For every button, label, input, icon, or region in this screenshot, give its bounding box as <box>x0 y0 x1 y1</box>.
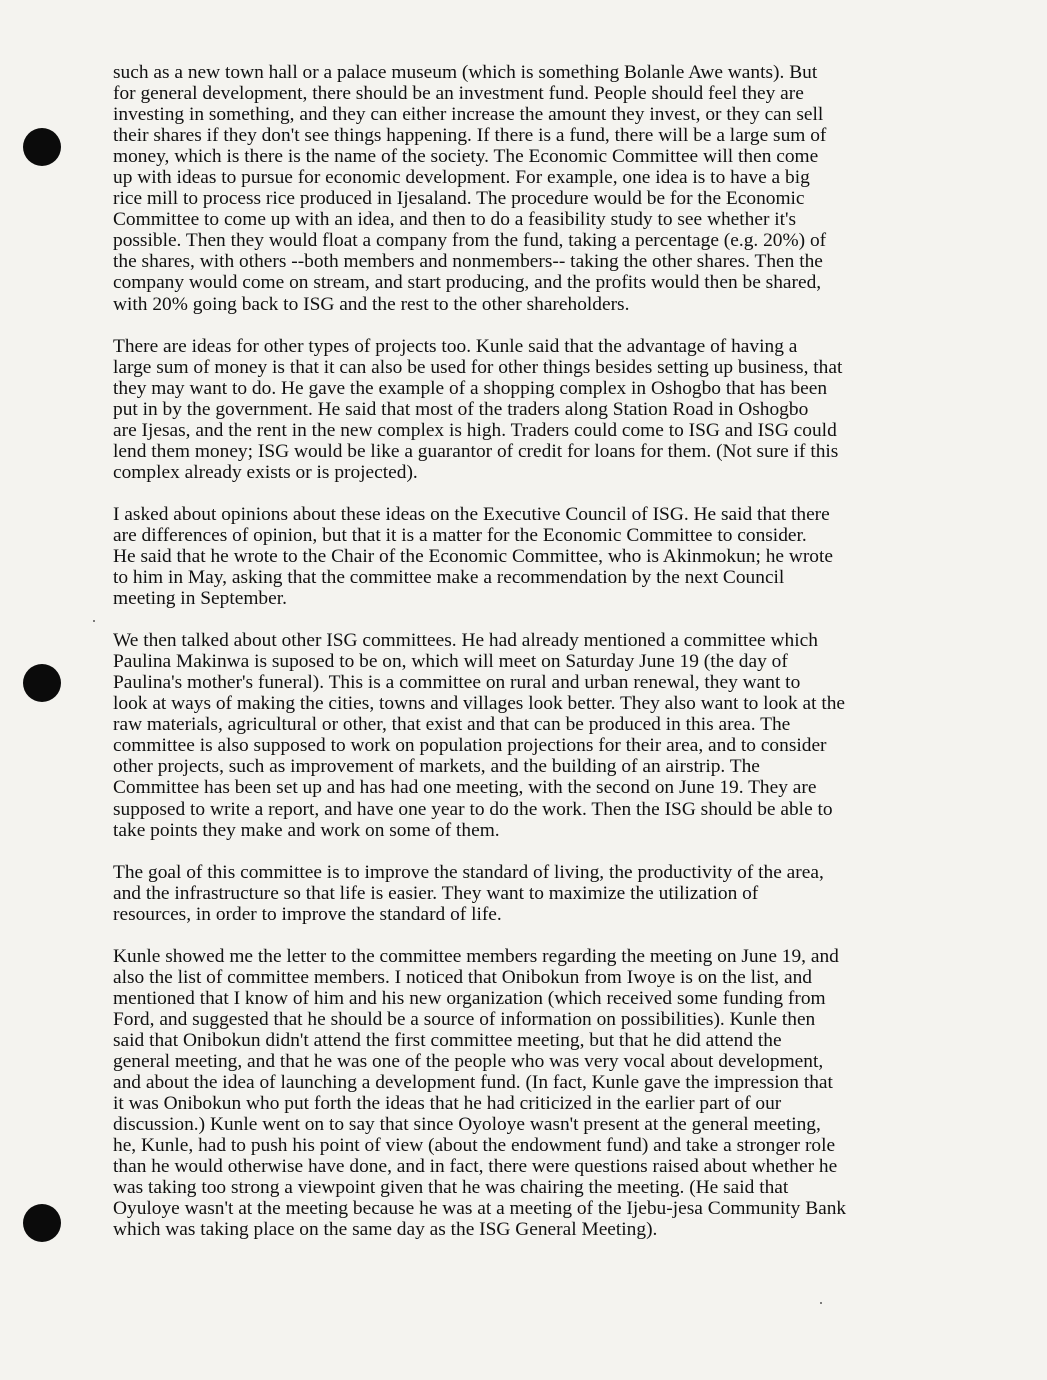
binder-hole <box>23 664 61 702</box>
paper-speck <box>820 1302 822 1304</box>
paper-speck <box>93 620 95 622</box>
paragraph: There are ideas for other types of projects too. Kunle said that the advantage of having a large sum of money is that it can also be used for other things besides setting up business, that they may want to do. He gave the example of a shopping complex in Oshogbo that has been put in by the government. He said that most of the traders along Station Road in Oshogbo are Ijesas, and the rent in the new complex is high. Traders could come to ISG and ISG could lend them money; ISG would be like a guarantor of credit for loans for them. (Not sure if this complex already exists or is projected). <box>113 335 843 483</box>
binder-hole <box>23 1204 61 1242</box>
paragraph: such as a new town hall or a palace museum (which is something Bolanle Awe wants). But for general development, there should be an investment fund. People should feel they are investing in something, and they can either increase the amount they invest, or they can sell their shares if they don't see things happening. If there is a fund, there will be a large sum of money, which is there is the name of the society. The Economic Committee will then come up with ideas to pursue for economic development. For example, one idea is to have a big rice mill to process rice produced in Ijesaland. The procedure would be for the Economic Committee to come up with an idea, and then to do a feasibility study to see whether it's possible. Then they would float a company from the fund, taking a percentage (e.g. 20%) of the shares, with others --both members and nonmembers-- taking the other shares. Then the company would come on stream, and start producing, and the profits would then be shared, with 20% going back to ISG and the rest to the other shareholders. <box>113 62 827 315</box>
paragraph: I asked about opinions about these ideas on the Executive Council of ISG. He said that there are differences of opinion, but that it is a matter for the Economic Committee to consider. He said that he wrote to the Chair of the Economic Committee, who is Akinmokun; he wrote to him in May, asking that the committee make a recommendation by the next Council meeting in September. <box>113 503 833 610</box>
binder-hole <box>23 128 61 166</box>
paragraph: Kunle showed me the letter to the committee members regarding the meeting on June 19, and also the list of committee members. I noticed that Onibokun from Iwoye is on the list, and mentioned that I know of him and his new organization (which received some funding from Ford, and suggested that he should be a source of information on possibilities). Kunle then said that Onibokun didn't attend the first committee meeting, but that he did attend the general meeting, and that he was one of the people who was very vocal about development, and about the idea of launching a development fund. (In fact, Kunle gave the impression that it was Onibokun who put forth the ideas that he had criticized in the earlier part of our discussion.) Kunle went on to say that since Oyoloye wasn't present at the general meeting, he, Kunle, had to push his point of view (about the endowment fund) and take a stronger role than he would otherwise have done, and in fact, there were questions raised about whether he was taking too strong a viewpoint given that he was chairing the meeting. (He said that Oyuloye wasn't at the meeting because he was at a meeting of the Ijebu-jesa Community Bank which was taking place on the same day as the ISG General Meeting). <box>113 945 847 1241</box>
paragraph: We then talked about other ISG committees. He had already mentioned a committee which Paulina Makinwa is suposed to be on, which will meet on Saturday June 19 (the day of Paulina's mother's funeral). This is a committee on rural and urban renewal, they want to look at ways of making the cities, towns and villages look better. They also want to look at the raw materials, agricultural or other, that exist and that can be produced in this area. The committee is also supposed to work on population projections for their area, and to consider other projects, such as improvement of markets, and the building of an airstrip. The Committee has been set up and has had one meeting, with the second on June 19. They are supposed to write a report, and have one year to do the work. Then the ISG should be able to take points they make and work on some of them. <box>113 630 846 841</box>
paragraph: The goal of this committee is to improve the standard of living, the productivity of the area, and the infrastructure so that life is easier. They want to maximize the utilization of resources, in order to improve the standard of life. <box>113 861 824 925</box>
document-body <box>113 62 943 1261</box>
